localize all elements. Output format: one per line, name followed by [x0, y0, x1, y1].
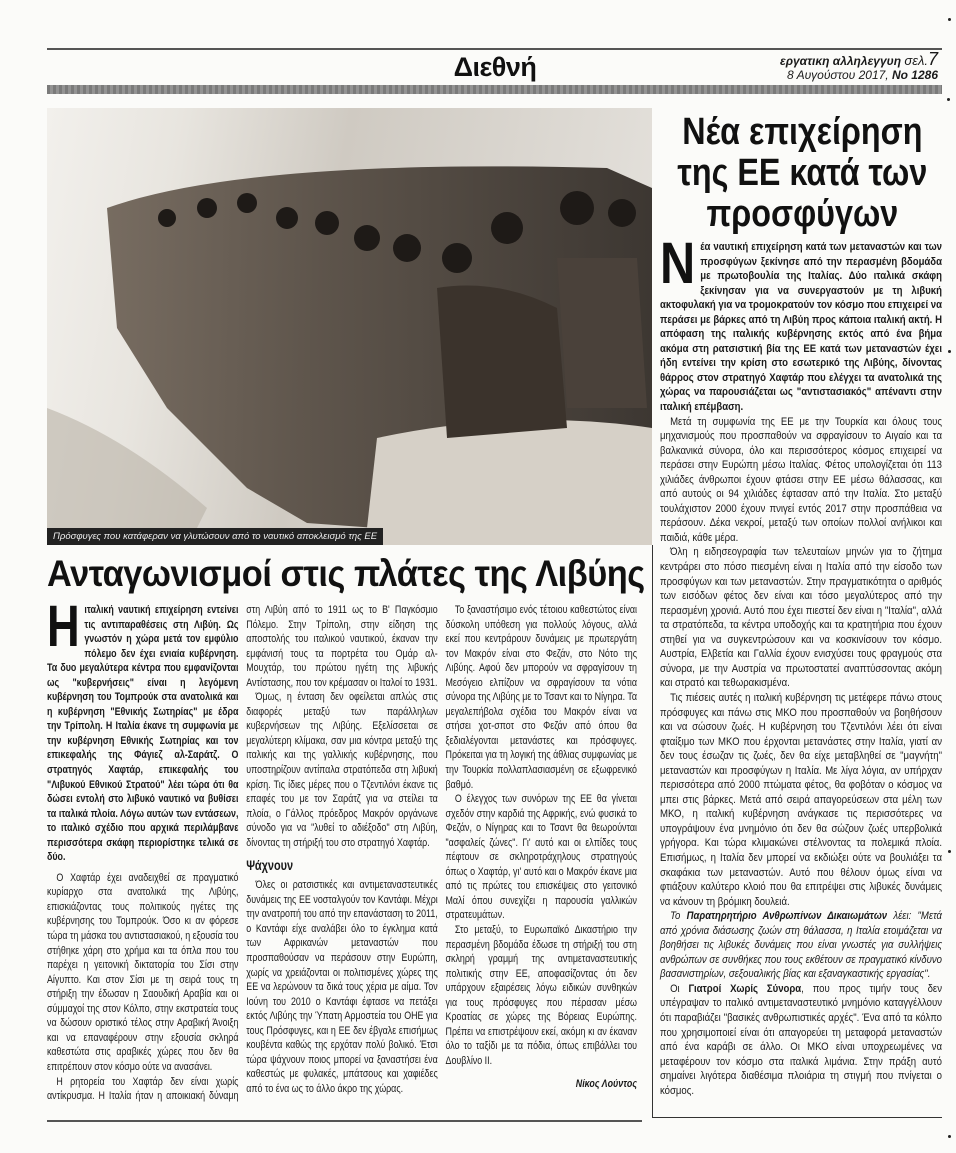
paragraph: Όλες οι ρατσιστικές και αντιμεταναστευτικές δυνάμεις της ΕΕ νοσταλγούν τον Καντάφι. Μέχρι την ανατροπή του από την επανάσταση το 2011, ο Καντάφι είχε αναλάβει όλο το έγκλημα κατά των Αφρικανών μεταναστών που προσπαθούσαν να περάσουν στην Ευρώπη, χωρίς να χρειάζονται οι πολιτισμένες χώρες της ΕΕ να λερώνουν τα δικά τους χέρια με αίμα. Τον Ιούνη του 2010 ο Καντάφι έφτασε να πετάξει εκτός Λιβύης την Ύπατη Αρμοστεία του ΟΗΕ για τους Πρόσφυγες, και η ΕΕ δεν έβγαλε επισήμως κουβέντα καθώς της ερχόταν πολύ βολικό. Έτσι τώρα ψάχνουν ποιος μπορεί να ξαναστήσει ένα καθεστώς με φυλακές, μπάτσους και χαφιέδες από το ένα ως το άλλο άκρο της χώρας.	[246, 879, 438, 1095]
scan-mark	[948, 1135, 951, 1138]
bottom-rule	[47, 1120, 642, 1122]
scan-mark	[948, 350, 951, 353]
column-divider	[652, 545, 653, 1117]
drop-cap: Η	[47, 594, 80, 659]
paragraph: Όλη η ειδησεογραφία των τελευταίων μηνών για το ζήτημα κεντράρει στο πόσο πιεσμένη είναι η Ιταλία από την είσοδο των προσφύγων και των μεταναστών. Στην πραγματικότητα ο αριθμός των εισόδων φέτος δεν είναι και τόσο μεγαλύτερος από την περασμένη χρονιά. Αυτό που έχει πιεστεί δεν είναι η "Ιταλία", αλλά τα στρατόπεδα, τα κέντρα υποδοχής και τα κρατητήρια που έχουν στηθεί για να συγκεντρώσουν και να κοσκινίσουν τον κόσμο. Αυστρία, Ελβετία και Γαλλία έχουν ενισχύσει τους φραγμούς στα σύνορα, με την Αυστρία να πρωτοστατεί αναπτύσσοντας ακόμη και στρατό και τεθωρακισμένα.	[660, 546, 942, 690]
text: Οι	[670, 982, 689, 995]
lead-paragraph	[660, 231, 942, 415]
issue-number: Νο 1286	[891, 68, 938, 82]
paragraph: Τις πιέσεις αυτές η ιταλική κυβέρνηση τις μετέφερε πάνω στους πρόσφυγες και πάνω στις ΜΚΟ που προσπαθούν να βοηθήσουν και να σώσουν ζωές. Η κυβέρνηση του Τζεντιλόνι λέει ότι είναι φταίξιμο των ΜΚΟ που έρχονται μετανάστες στην Ιταλία, γιατί αν δεν τους έσωζαν τις ζωές, δεν θα είχε μεταβληθεί σε "μαγνήτη" μεταναστών και προσφύγων η Ιταλία. Με λίγα λόγια, αν υπήρχαν περισσότερα από 2000 πτώματα φέτος, θα φοβόταν ο κόσμος να μπει στις βάρκες. Μετά από σειρά απαγορεύσεων στα μέλη των ΜΚΟ, η ιταλική κυβέρνηση ανάγκασε τις περισσότερες να υπογράψουν ένα μνημόνιο ότι δεν θα σώζουν ζωές υπερβολικά γρήγορα. Και τώρα κλιμακώνει στέλνοντας τα πολεμικά πλοία. Επισήμως, η Ιταλία δεν μπορεί να εκδιώξει ούτε να βουλιάξει τα σκαφάκια των μεταναστών. Αυτό που θέλουν όμως είναι να φτιάξουν καλύτερο κλοιό που θα επιτρέψει στις λιβυκές δυνάμεις να κάνουν τη βρόμικη δουλειά.	[660, 691, 942, 908]
scan-mark	[947, 98, 950, 101]
paragraph: Το ξαναστήσιμο ενός τέτοιου καθεστώτος είναι δύσκολη υπόθεση για πολλούς λόγους, αλλά εκεί που κεντράρουν δυνάμεις με πρωτεργάτη τον Μακρόν είναι στο Φεζάν, στο Νότο της Λιβύης. Αφού δεν μπορούν να σφραγίσουν τη Μεσόγειο ελπίζουν να σφραγίσουν τα νότια σύνορα της Λιβύης με το Τσαντ και το Νίγηρα. Τα μεγαλεπήβολα σχέδια του Μακρόν είναι να στήσει χοτ-σποτ στο Φεζάν από όπου θα ξεδιαλέγονται μετανάστες και πρόσφυγες. Πρόκειται για τη λογική της άθλιας συμφωνίας με την Τουρκία πολλαπλασιασμένη σε εξωφρενικό βαθμό.	[445, 604, 637, 791]
header-bar	[47, 85, 942, 94]
article-left-body	[47, 594, 637, 1104]
lead-text: έα ναυτική επιχείρηση κατά των μεταναστών και των προσφύγων ξεκίνησε από την περασμένη βδομάδα με πρωτοβουλία της Ιταλίας. Δύο ιταλικά σκάφη ξεκίνησαν για να συνεργαστούν με τη λιβυκή ακτοφυλακή για να τρομοκρατούν τον κόσμο που επιχειρεί να περάσει με βάρκες από τη Λιβύη προς κάποια ιταλική ακτή. Η απόφαση της ιταλικής κυβέρνησης εκτός από ένα βήμα ακόμα στη ρατσιστική βία της ΕΕ κατά των μεταναστών έχει ήδη εντείνει την κρίση στο εσωτερικό της Λιβύης, δίνοντας θάρρος στον στρατηγό Χαφτάρ που ελέγχει τα ανατολικά της χώρας να παρουσιάζεται ως "αντιστασιακός" απέναντι στην ιταλική επέμβαση.	[660, 241, 942, 414]
text: λέει: "Μετά από χρόνια διάσωσης ζωών στη θάλασσα, η Ιταλία ετοιμάζεται να βοηθήσει τις λιβυκές δυνάμεις που είναι γνωστές για συλλήψεις ανθρώπων σε συνθήκες που τους εκθέτουν σε πραγματικό κίνδυνο βασανιστηρίων, σεξουαλικής βίας και εξαναγκαστικής εργασίας".	[660, 910, 942, 981]
photo-caption: Πρόσφυγες που κατάφεραν να γλυτώσουν από το ναυτικό αποκλεισμό της ΕΕ	[47, 528, 383, 545]
paragraph: Όμως, η ένταση δεν οφείλεται απλώς στις διαφορές μεταξύ των παράλληλων κυβερνήσεων της Λιβύης. Εξελίσσεται σε μεγαλύτερη κλίμακα, σαν μια κόντρα μεταξύ της ιταλικής και της γαλλικής κυβέρνησης, που υποστηρίζουν αντίπαλα στρατόπεδα στη λιβυκή κρίση. Τις ίδιες μέρες που ο Τζεντιλόνι έκανε τις επαφές του με τον Σαράτζ για να στείλει τα πλοία, ο Γάλλος πρόεδρος Μακρόν οργάνωνε σύνοδο για να "λυθεί το αδιέξοδο" στη Λιβύη, δίνοντας τη στήριξή του στο στρατηγό Χαφτάρ.	[246, 691, 438, 849]
quote-paragraph	[660, 909, 942, 982]
text: , που προς τιμήν τους δεν υπέγραψαν το ιταλικό αντιμεταναστευτικό μνημόνιο καταγγέλλουν ότι παραβιάζει "βασικές ανθρωπιστικές αρχές". Ένα από τα κόλπο που χρησιμοποιεί είναι ότι απαγορεύει τη μεταφορά μεταναστών από ένα καράβι σε άλλο. Οι ΜΚΟ είναι υποχρεωμένες να μεταφέρουν τον κόσμο στα ιταλικά λιμάνια. Στην πράξη αυτό σημαίνει λιγότερα διαθέσιμα πλοιάρια τη στιγμή που πνίγεται ο κόσμος.	[660, 982, 942, 1097]
organization-name: Γιατροί Χωρίς Σύνορα	[688, 982, 802, 995]
lead-text: ιταλική ναυτική επιχείρηση εντείνει τις αντιπαραθέσεις στη Λιβύη. Ως γνωστόν η χώρα μετά τον εμφύλιο πόλεμο δεν έχει ενιαία κυβέρνηση. Τα δυο μεγαλύτερα κέντρα που εμφανίζονται ως "κυβερνήσεις" είναι η λεγόμενη κυβέρνηση του Τομπρούκ στα ανατολικά και η κυβέρνηση "Εθνικής Σωτηρίας" με έδρα την Τρίπολη. Η Ιταλία έκανε τη συμφωνία με την κυβέρνηση Εθνικής Σωτηρίας και τον επικεφαλής της Φάγιεζ αλ-Σαράτζ. Ο στρατηγός Χαφτάρ, επικεφαλής του "Λιβυκού Εθνικού Στρατού" λέει τώρα ότι θα δώσει εντολή στο λιβυκό ναυτικό να βυθίσει τα ιταλικά πλοία. Λόγω αυτών των εντάσεων, το ιταλικό σχέδιο που αρχικά περιλάμβανε περισσότερα σκάφη περιορίστηκε τελικά σε δύο.	[47, 604, 239, 864]
drop-cap: Ν	[660, 231, 696, 296]
photo-caption-strip	[47, 528, 652, 545]
lead-paragraph	[47, 594, 239, 865]
paper-masthead	[779, 49, 938, 82]
scan-mark	[948, 18, 951, 21]
paragraph: Ο Χαφτάρ έχει αναδειχθεί σε πραγματικό κυρίαρχο στα ανατολικά της Λιβύης, επισκιάζοντας τους πολιτικούς ηγέτες της κυβέρνησης του Τομπρούκ. Όσο κι αν φόρεσε τώρα τη μάσκα του αντιστασιακού, η εξουσία του στήθηκε χάρη στο χρήμα και τα όπλα που του παρέχει η γειτονική δικτατορία του Σίσι στην Αίγυπτο. Και στον Σίσι με τη σειρά τους τη στήριξη την έδωσαν η Σαουδική Αραβία και οι σύμμαχοί της στον Κόλπο, στην εκστρατεία τους να δώσουν οριστικό τέλος στην Αραβική Άνοιξη και να επαναφέρουν στην εξουσία σκληρά καθεστώτα στις αραβικές χώρες που δεν θα επιτρέπουν στον κόσμο ούτε να ανασάνει.	[47, 871, 239, 1073]
article-right-title: Νέα επιχείρηση της ΕΕ κατά των προσφύγων	[677, 111, 928, 235]
page-number: 7	[927, 49, 938, 69]
photo-illustration	[47, 108, 652, 528]
paragraph: Ο έλεγχος των συνόρων της ΕΕ θα γίνεται σχεδόν στην καρδιά της Αφρικής, ενώ φυσικά το Φεζάν, ο Νίγηρας και το Τσαντ θα θεωρούνται "ασφαλείς ζώνες". Γι' αυτό και οι ελπίδες τους πέφτουν σε σκληροτράχηλους στρατηγούς όπως ο Χαφτάρ, γι' αυτό και ο Μακρόν έκανε μια από τις πρώτες του επισκέψεις στο γειτονικό Μαλί όπου συνεχίζει η παρουσία γαλλικών στρατευμάτων.	[445, 793, 637, 922]
article-right-body	[660, 231, 942, 1098]
scan-mark	[948, 850, 951, 853]
author-signature: Νίκος Λούντος	[575, 1077, 637, 1090]
text: Το	[670, 910, 687, 923]
paragraph: Στο μεταξύ, το Ευρωπαϊκό Δικαστήριο την περασμένη βδομάδα έδωσε τη στήριξή του στη σκληρή γραμμή της αντιμεταναστευτικής πολιτικής στην ΕΕ, αποφασίζοντας ότι δεν υπάρχουν εξαιρέσεις λόγω ειδικών συνθηκών για τους πρόσφυγες που πέρασαν μέσω Κροατίας σε χώρες της Βόρειας Ευρώπης. Πρέπει να επιστρέψουν εκεί, ακόμη κι αν έκαναν όλο το ταξίδι με τα πόδια, όπως επιβάλλει του Δουβλίνο ΙΙ.	[445, 924, 637, 1067]
paragraph: Η ρητορεία του Χαφτάρ δεν είναι χωρίς αντίκρυσμα. Η Ιταλία ήταν η αποικιακή δύναμη στη Λιβύη από το 1911 ως το Β' Παγκόσμιο Πόλεμο. Στην Τρίπολη, στην είδηση της αποστολής του ιταλικού ναυτικού, έκαναν την εμφάνισή τους τα πορτρέτα του Ομάρ αλ-Μουχτάρ, του πρώτου ηγέτη της λιβυκής Αντίστασης, που τον κρέμασαν οι Ιταλοί το 1931.	[47, 604, 438, 1103]
subheading: Ψάχνουν	[246, 857, 294, 874]
article-left-title: Ανταγωνισμοί στις πλάτες της Λιβύης	[47, 553, 645, 594]
page-label	[904, 49, 938, 69]
box-bottom-rule	[652, 1117, 942, 1118]
refugees-photo	[47, 108, 652, 528]
section-title: Διεθνή	[453, 52, 537, 82]
paragraph	[660, 982, 942, 1098]
paragraph: Μετά τη συμφωνία της ΕΕ με την Τουρκία και όλους τους μηχανισμούς που προσπαθούν να σφραγίσουν το Αιγαίο και τα βαλκανικά σύνορα, όλο και περισσότερος κόσμος επιχειρεί να περάσει στην Ευρώπη μέσω Ιταλίας. Φέτος υπολογίζεται ότι 113 χιλιάδες άνθρωποι έχουν φτάσει στην ΕΕ μέσω θάλασσας, και από αυτούς οι 94 χιλιάδες έφτασαν από την Ιταλία. Στο μεταξύ τουλάχιστον 2000 έχουν πνιγεί εντός 2017 στην προσπάθεια να περάσουν. Δέκα νεκροί, μεταξύ των οποίων πολλοί ανήλικοι και παιδιά, κάθε μέρα.	[660, 415, 942, 544]
paper-name: εργατικη αλληλεγγυη	[779, 54, 902, 68]
issue-date: 8 Αυγούστου 2017,	[787, 68, 889, 82]
organization-name: Παρατηρητήριο Ανθρωπίνων Δικαιωμάτων	[686, 910, 888, 923]
page-label-text: σελ.	[904, 53, 928, 68]
top-rule	[47, 48, 942, 50]
